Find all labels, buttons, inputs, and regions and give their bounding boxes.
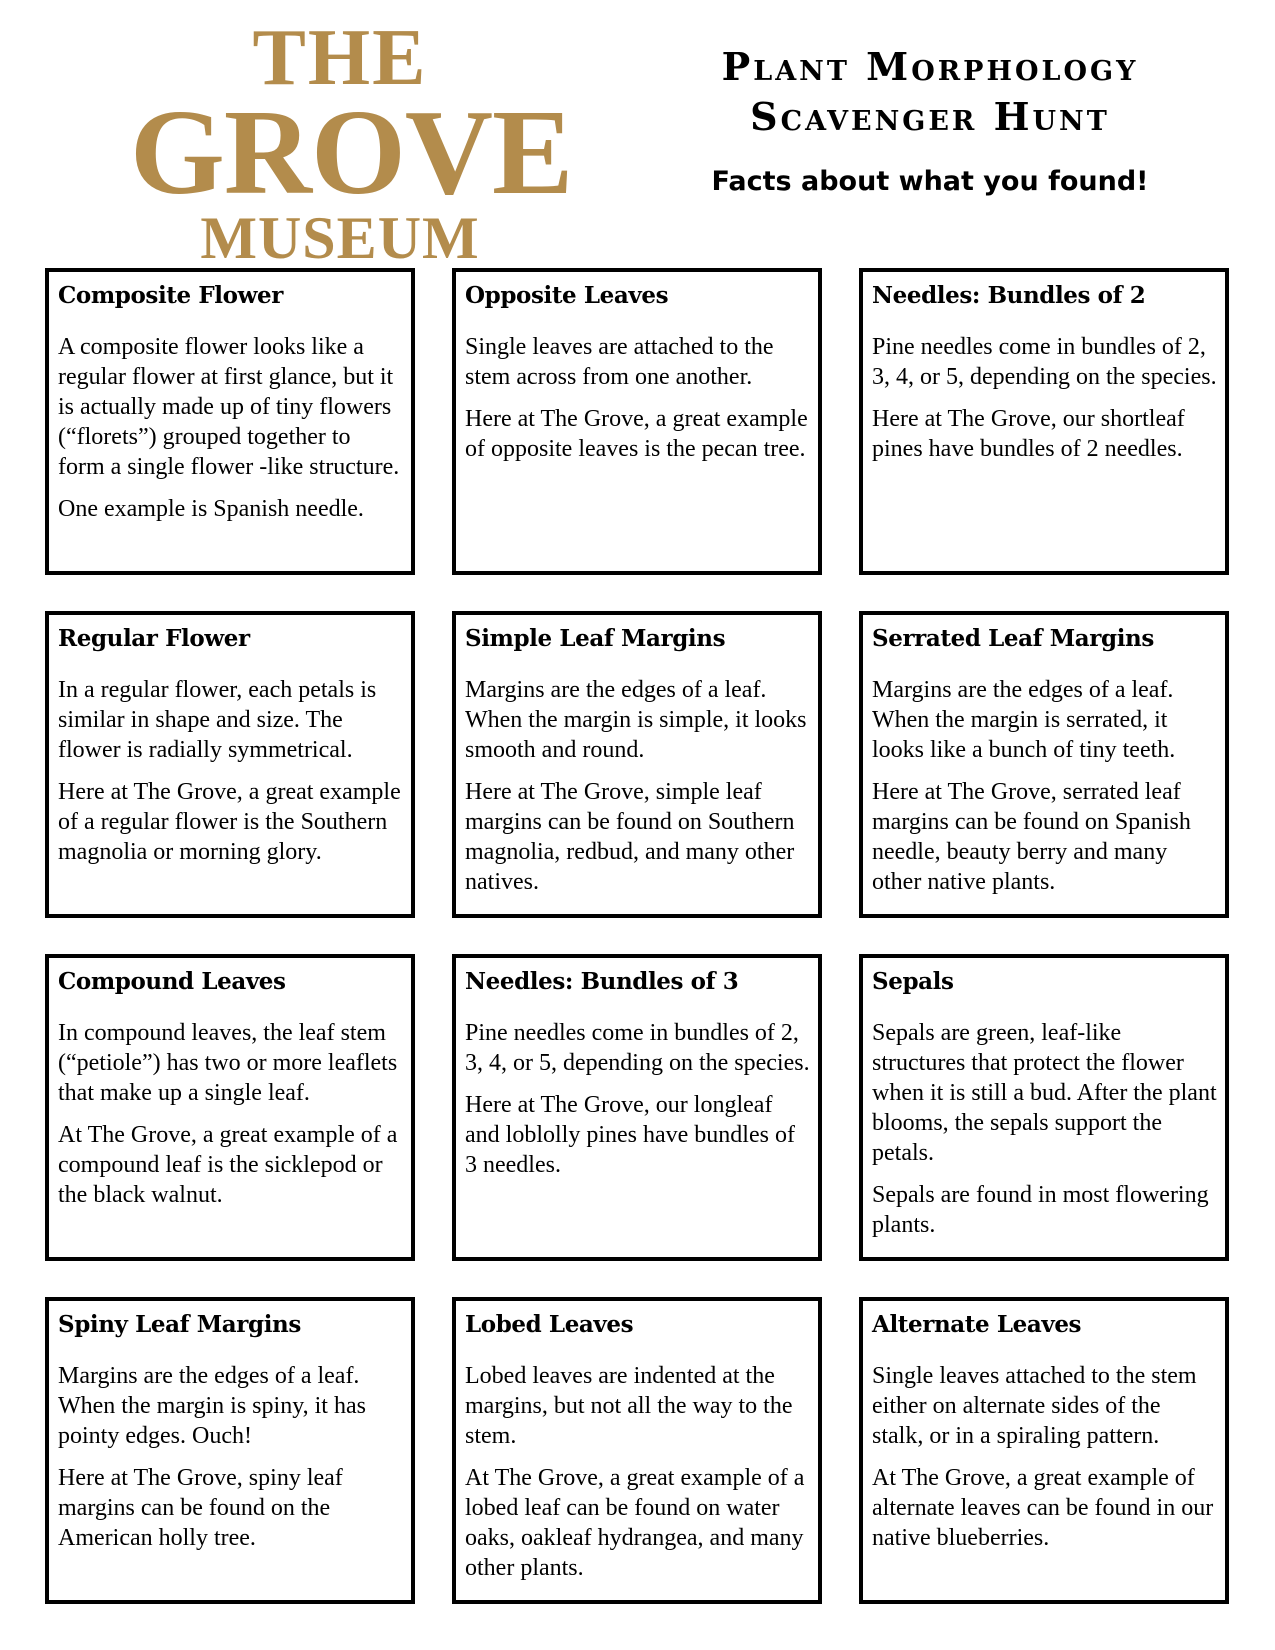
fact-card-text: Here at The Grove, simple leaf margins can be found on Southern magnolia, redbud, and many other natives. [465,779,795,895]
fact-card-text: At The Grove, a great example of alternate leaves can be found in our native blueberries. [872,1465,1214,1551]
fact-card-text: In compound leaves, the leaf stem (“petiole”) has two or more leaflets that make up a single leaf. [58,1020,398,1106]
fact-card-text: Here at The Grove, a great example of a regular flower is the Southern magnolia or morning glory. [58,779,401,865]
fact-card-text: At The Grove, a great example of a compound leaf is the sicklepod or the black walnut. [58,1122,398,1208]
fact-card-text: Here at The Grove, our shortleaf pines have bundles of 2 needles. [872,406,1185,462]
fact-card-text: Margins are the edges of a leaf. When the margin is simple, it looks smooth and round. [465,677,807,763]
fact-card-title: Needles: Bundles of 3 [465,968,739,995]
fact-card [452,954,822,1261]
fact-card-text: Sepals are found in most flowering plants. [872,1182,1209,1238]
fact-card-text: One example is Spanish needle. [58,496,364,522]
fact-card-title: Needles: Bundles of 2 [872,282,1146,309]
fact-card [45,1297,415,1604]
fact-card-title: Lobed Leaves [465,1311,634,1338]
fact-card-text: Pine needles come in bundles of 2, 3, 4, or 5, depending on the species. [872,334,1217,390]
fact-card-text: In a regular flower, each petals is similar in shape and size. The flower is radially symmetrical. [58,677,377,763]
page-title-line-2: Scavenger Hunt [750,94,1110,139]
fact-card-text: Here at The Grove, spiny leaf margins can be found on the American holly tree. [58,1465,343,1551]
fact-card-text: Single leaves are attached to the stem across from one another. [465,334,774,390]
fact-card-text: A composite flower looks like a regular flower at first glance, but it is actually made up of tiny flowers (“florets”) grouped together to form a single flower -like structure. [58,334,400,480]
fact-card-text: Margins are the edges of a leaf. When the margin is serrated, it looks like a bunch of tiny teeth. [872,677,1176,763]
fact-card [859,611,1229,918]
fact-card-title: Sepals [872,968,954,995]
fact-card-title: Spiny Leaf Margins [58,1311,301,1338]
fact-card-text: Margins are the edges of a leaf. When the margin is spiny, it has pointy edges. Ouch! [58,1363,366,1449]
fact-card-title: Alternate Leaves [872,1311,1082,1338]
fact-card-title: Composite Flower [58,282,283,309]
fact-card [45,611,415,918]
fact-card-text: Sepals are green, leaf-like structures that protect the flower when it is still a bud. After the plant blooms, the sepals support the petals. [872,1020,1217,1166]
fact-card [45,954,415,1261]
grove-museum-logo [130,14,573,271]
fact-card-text: Lobed leaves are indented at the margins, but not all the way to the stem. [465,1363,793,1449]
fact-card-text: Here at The Grove, a great example of opposite leaves is the pecan tree. [465,406,808,462]
fact-card-text: Here at The Grove, our longleaf and loblolly pines have bundles of 3 needles. [465,1092,795,1178]
fact-card [452,1297,822,1604]
page-header [620,42,1240,197]
fact-card-text: At The Grove, a great example of a lobed leaf can be found on water oaks, oakleaf hydrangea, and many other plants. [465,1465,805,1581]
fact-card-text: Pine needles come in bundles of 2, 3, 4, or 5, depending on the species. [465,1020,810,1076]
fact-card-title: Serrated Leaf Margins [872,625,1154,652]
fact-card-text: Here at The Grove, serrated leaf margins can be found on Spanish needle, beauty berry and many other native plants. [872,779,1191,895]
fact-card [859,954,1229,1261]
fact-card [452,268,822,575]
page-subtitle: Facts about what you found! [711,166,1149,197]
fact-card [859,1297,1229,1604]
fact-card [45,268,415,575]
fact-card-title: Compound Leaves [58,968,286,995]
fact-card [452,611,822,918]
fact-card-text: Single leaves attached to the stem either on alternate sides of the stalk, or in a spiraling pattern. [872,1363,1197,1449]
logo-word-the: THE [252,14,428,102]
fact-card-grid [45,268,1235,1604]
fact-card [859,268,1229,575]
fact-card-title: Regular Flower [58,625,250,652]
logo-word-grove: GROVE [130,85,573,220]
fact-card-title: Opposite Leaves [465,282,669,309]
fact-card-title: Simple Leaf Margins [465,625,726,652]
logo-word-museum: MUSEUM [200,205,480,271]
page-title-line-1: Plant Morphology [721,44,1139,89]
